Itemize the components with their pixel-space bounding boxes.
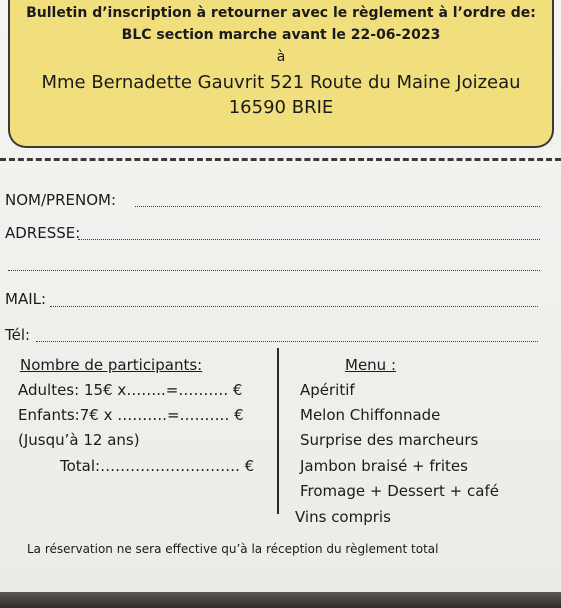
- adresse-label: ADRESSE:: [5, 224, 81, 242]
- nom-prenom-field[interactable]: [135, 206, 540, 207]
- menu-title: Menu :: [345, 356, 397, 374]
- participants-title: Nombre de participants:: [20, 356, 203, 374]
- menu-item: Apéritif: [300, 381, 355, 399]
- column-divider: [277, 348, 279, 514]
- background-surface: [0, 592, 561, 608]
- header-to: à: [276, 49, 286, 65]
- total-line: Total:………………………. €: [60, 457, 255, 475]
- enfants-line: Enfants:7€ x ……….=………. €: [18, 406, 244, 424]
- age-note: (Jusqu’à 12 ans): [18, 431, 140, 449]
- mail-label: MAIL:: [5, 290, 47, 308]
- header-city: 16590 BRIE: [228, 97, 334, 118]
- header-address: Mme Bernadette Gauvrit 521 Route du Maine Joizeau: [41, 72, 521, 93]
- adresse-field-line2[interactable]: [8, 270, 540, 271]
- tel-label: Tél:: [5, 326, 31, 344]
- header-deadline: BLC section marche avant le 22-06-2023: [121, 27, 441, 43]
- cut-line: [0, 158, 561, 161]
- mail-field[interactable]: [50, 306, 538, 307]
- nom-prenom-label: NOM/PRENOM:: [5, 191, 116, 209]
- menu-item: Fromage + Dessert + café: [300, 482, 499, 500]
- menu-item: Jambon braisé + frites: [300, 457, 468, 475]
- menu-item: Surprise des marcheurs: [300, 431, 479, 449]
- adultes-line: Adultes: 15€ x……..=………. €: [18, 381, 243, 399]
- footer-note: La réservation ne sera effective qu’à la réception du règlement total: [27, 542, 439, 556]
- adresse-field[interactable]: [78, 239, 540, 240]
- menu-item: Vins compris: [295, 508, 391, 526]
- header-box: [8, 0, 554, 148]
- header-instruction: Bulletin d’inscription à retourner avec le règlement à l’ordre de:: [26, 5, 536, 21]
- tel-field[interactable]: [36, 341, 538, 342]
- menu-item: Melon Chiffonnade: [300, 406, 441, 424]
